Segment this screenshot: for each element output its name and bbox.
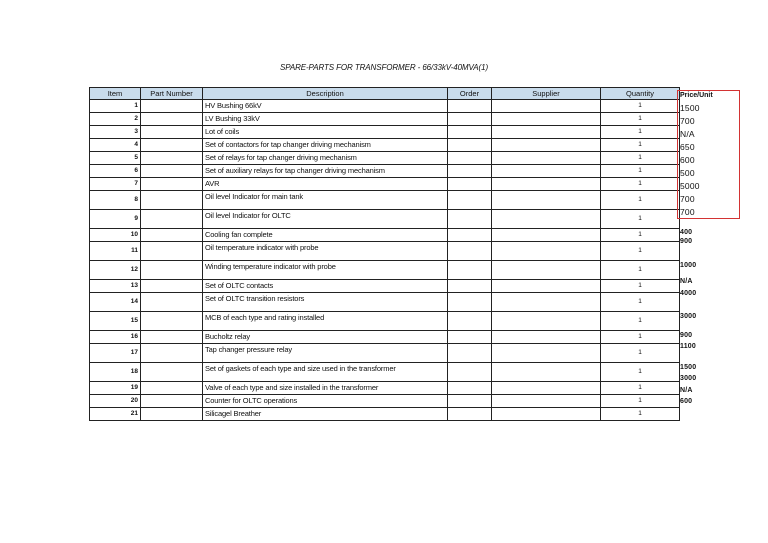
row-item-number: 9	[90, 210, 141, 229]
table-row	[90, 312, 680, 331]
price-value: 600	[680, 155, 695, 165]
row-part-number	[141, 382, 203, 395]
table-row	[90, 242, 680, 261]
table-row	[90, 395, 680, 408]
header-quantity: Quantity	[601, 88, 680, 100]
row-order	[448, 395, 492, 408]
row-item-number: 1	[90, 100, 141, 113]
row-item-number: 12	[90, 261, 141, 280]
row-supplier	[492, 382, 601, 395]
table-row	[90, 408, 680, 421]
row-part-number	[141, 152, 203, 165]
row-item-number: 8	[90, 191, 141, 210]
row-supplier	[492, 152, 601, 165]
price-value: 1100	[680, 343, 696, 350]
row-quantity: 1	[601, 261, 680, 280]
row-order	[448, 100, 492, 113]
price-value: 900	[680, 238, 693, 245]
row-description: Set of contactors for tap changer driving mechanism	[203, 139, 448, 152]
row-order	[448, 165, 492, 178]
row-supplier	[492, 344, 601, 363]
row-description: Valve of each type and size installed in the transformer	[203, 382, 448, 395]
row-quantity: 1	[601, 331, 680, 344]
table-row	[90, 331, 680, 344]
header-order: Order	[448, 88, 492, 100]
price-value: N/A	[680, 387, 693, 394]
row-item-number: 13	[90, 280, 141, 293]
row-description: MCB of each type and rating installed	[203, 312, 448, 331]
row-order	[448, 139, 492, 152]
row-quantity: 1	[601, 165, 680, 178]
row-part-number	[141, 178, 203, 191]
row-order	[448, 331, 492, 344]
row-order	[448, 312, 492, 331]
row-supplier	[492, 363, 601, 382]
row-quantity: 1	[601, 100, 680, 113]
header-item: Item	[90, 88, 141, 100]
row-quantity: 1	[601, 229, 680, 242]
row-part-number	[141, 312, 203, 331]
row-description: Oil level Indicator for OLTC	[203, 210, 448, 229]
row-supplier	[492, 210, 601, 229]
row-item-number: 17	[90, 344, 141, 363]
row-item-number: 14	[90, 293, 141, 312]
table-row	[90, 280, 680, 293]
row-description: Set of OLTC contacts	[203, 280, 448, 293]
table-row	[90, 363, 680, 382]
row-item-number: 18	[90, 363, 141, 382]
row-order	[448, 126, 492, 139]
table-row	[90, 229, 680, 242]
row-part-number	[141, 331, 203, 344]
table-row	[90, 178, 680, 191]
row-part-number	[141, 344, 203, 363]
row-supplier	[492, 261, 601, 280]
row-supplier	[492, 100, 601, 113]
row-description: Set of relays for tap changer driving mechanism	[203, 152, 448, 165]
row-quantity: 1	[601, 139, 680, 152]
price-value: 400	[680, 229, 693, 236]
row-order	[448, 178, 492, 191]
row-part-number	[141, 100, 203, 113]
price-value: 4000	[680, 290, 697, 297]
row-part-number	[141, 395, 203, 408]
row-part-number	[141, 229, 203, 242]
row-part-number	[141, 280, 203, 293]
row-supplier	[492, 126, 601, 139]
row-supplier	[492, 229, 601, 242]
row-description: Bucholtz relay	[203, 331, 448, 344]
row-quantity: 1	[601, 293, 680, 312]
row-quantity: 1	[601, 344, 680, 363]
price-value: 700	[680, 194, 695, 204]
row-description: Cooling fan complete	[203, 229, 448, 242]
price-unit-header: Price/Unit	[680, 92, 713, 99]
row-item-number: 5	[90, 152, 141, 165]
row-supplier	[492, 408, 601, 421]
row-item-number: 4	[90, 139, 141, 152]
row-part-number	[141, 363, 203, 382]
row-item-number: 19	[90, 382, 141, 395]
row-order	[448, 363, 492, 382]
price-value: 1500	[680, 364, 697, 371]
table-row	[90, 293, 680, 312]
row-quantity: 1	[601, 395, 680, 408]
price-value: 5000	[680, 181, 700, 191]
row-part-number	[141, 210, 203, 229]
table-row	[90, 210, 680, 229]
row-part-number	[141, 408, 203, 421]
price-value: 600	[680, 398, 693, 405]
row-supplier	[492, 293, 601, 312]
table-row	[90, 113, 680, 126]
row-supplier	[492, 331, 601, 344]
row-part-number	[141, 139, 203, 152]
row-quantity: 1	[601, 382, 680, 395]
row-item-number: 20	[90, 395, 141, 408]
row-order	[448, 280, 492, 293]
row-item-number: 2	[90, 113, 141, 126]
table-header-row	[90, 88, 680, 100]
row-quantity: 1	[601, 242, 680, 261]
row-part-number	[141, 113, 203, 126]
row-order	[448, 113, 492, 126]
row-quantity: 1	[601, 408, 680, 421]
price-value: 3000	[680, 375, 697, 382]
row-order	[448, 261, 492, 280]
row-item-number: 10	[90, 229, 141, 242]
row-part-number	[141, 242, 203, 261]
row-item-number: 16	[90, 331, 141, 344]
row-supplier	[492, 312, 601, 331]
row-supplier	[492, 113, 601, 126]
row-description: Set of OLTC transition resistors	[203, 293, 448, 312]
row-order	[448, 242, 492, 261]
row-description: Tap changer pressure relay	[203, 344, 448, 363]
price-value: 3000	[680, 313, 697, 320]
row-supplier	[492, 139, 601, 152]
row-description: LV Bushing 33kV	[203, 113, 448, 126]
row-description: AVR	[203, 178, 448, 191]
price-value: 1500	[680, 103, 700, 113]
row-part-number	[141, 191, 203, 210]
row-order	[448, 344, 492, 363]
price-value: N/A	[680, 278, 693, 285]
row-supplier	[492, 242, 601, 261]
row-order	[448, 191, 492, 210]
table-row	[90, 382, 680, 395]
row-supplier	[492, 395, 601, 408]
row-description: Oil level Indicator for main tank	[203, 191, 448, 210]
page-title: SPARE-PARTS FOR TRANSFORMER - 66/33kV-40MVA(1)	[279, 63, 489, 72]
table-row	[90, 344, 680, 363]
row-quantity: 1	[601, 113, 680, 126]
row-description: Counter for OLTC operations	[203, 395, 448, 408]
row-quantity: 1	[601, 126, 680, 139]
table-row	[90, 191, 680, 210]
row-quantity: 1	[601, 280, 680, 293]
row-description: Winding temperature indicator with probe	[203, 261, 448, 280]
row-quantity: 1	[601, 178, 680, 191]
table-row	[90, 165, 680, 178]
table-row	[90, 139, 680, 152]
row-item-number: 3	[90, 126, 141, 139]
price-value: 700	[680, 116, 695, 126]
row-description: Lot of coils	[203, 126, 448, 139]
row-description: Set of gaskets of each type and size used in the transformer	[203, 363, 448, 382]
row-part-number	[141, 126, 203, 139]
price-value: 900	[680, 332, 693, 339]
row-order	[448, 293, 492, 312]
row-order	[448, 382, 492, 395]
row-order	[448, 408, 492, 421]
table-row	[90, 126, 680, 139]
row-order	[448, 210, 492, 229]
header-part-number: Part Number	[141, 88, 203, 100]
row-quantity: 1	[601, 312, 680, 331]
spare-parts-table	[89, 87, 680, 421]
row-supplier	[492, 280, 601, 293]
row-quantity: 1	[601, 363, 680, 382]
row-quantity: 1	[601, 152, 680, 165]
header-supplier: Supplier	[492, 88, 601, 100]
header-description: Description	[203, 88, 448, 100]
row-item-number: 6	[90, 165, 141, 178]
row-order	[448, 229, 492, 242]
row-description: Set of auxiliary relays for tap changer driving mechanism	[203, 165, 448, 178]
row-description: Silicagel Breather	[203, 408, 448, 421]
price-value: 650	[680, 142, 695, 152]
row-supplier	[492, 178, 601, 191]
table-row	[90, 100, 680, 113]
row-quantity: 1	[601, 210, 680, 229]
row-item-number: 15	[90, 312, 141, 331]
row-quantity: 1	[601, 191, 680, 210]
price-value: N/A	[680, 129, 695, 139]
row-order	[448, 152, 492, 165]
price-value: 1000	[680, 262, 697, 269]
row-item-number: 11	[90, 242, 141, 261]
row-supplier	[492, 191, 601, 210]
price-value: 500	[680, 168, 695, 178]
row-part-number	[141, 165, 203, 178]
row-description: HV Bushing 66kV	[203, 100, 448, 113]
row-item-number: 21	[90, 408, 141, 421]
row-item-number: 7	[90, 178, 141, 191]
table-row	[90, 261, 680, 280]
row-description: Oil temperature indicator with probe	[203, 242, 448, 261]
price-value: 700	[680, 207, 695, 217]
row-part-number	[141, 293, 203, 312]
row-supplier	[492, 165, 601, 178]
row-part-number	[141, 261, 203, 280]
table-row	[90, 152, 680, 165]
